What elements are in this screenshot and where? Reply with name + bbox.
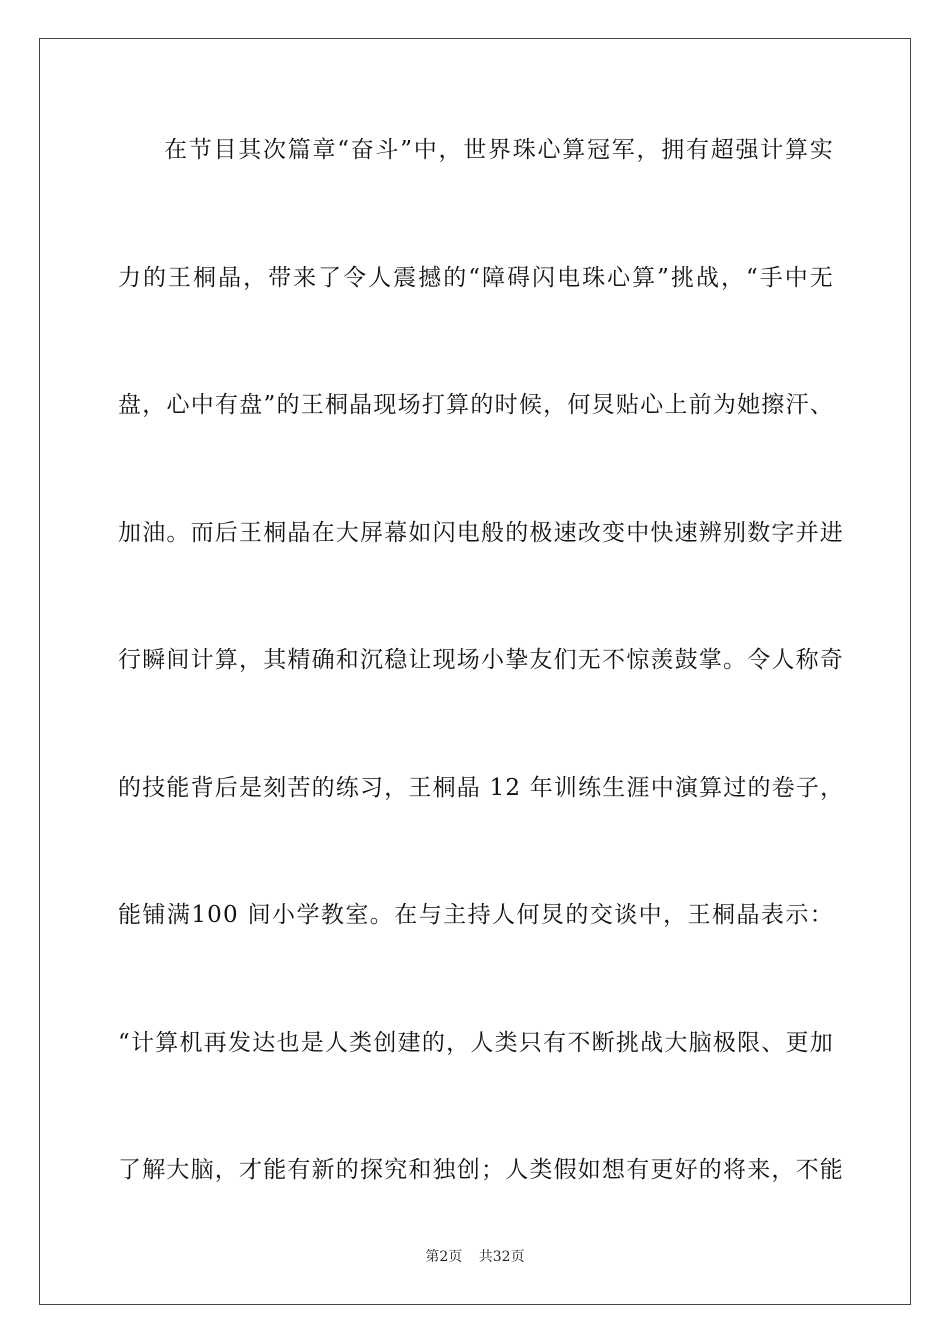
text-line-1: 在节目其次篇章“奋斗”中，世界珠心算冠军，拥有超强计算实 (164, 137, 834, 163)
text-line-4: 加油。而后王桐晶在大屏幕如闪电般的极速改变中快速辨别数字并进 (118, 519, 844, 546)
page-number-total: 共32页 (478, 1249, 525, 1265)
text-line-5: 行瞬间计算，其精确和沉稳让现场小挚友们无不惊羡鼓掌。令人称奇 (118, 647, 844, 673)
text-line-8: “计算机再发达也是人类创建的，人类只有不断挑战大脑极限、更加 (118, 1029, 834, 1056)
text-line-9: 了解大脑，才能有新的探究和独创；人类假如想有更好的将来，不能 (118, 1157, 844, 1183)
text-line-2: 力的王桐晶，带来了令人震撼的“障碍闪电珠心算”挑战，“手中无 (118, 264, 834, 291)
text-line-3: 盘，心中有盘”的王桐晶现场打算的时候，何炅贴心上前为她擦汗、 (118, 392, 834, 418)
text-line-6: 的技能背后是刻苦的练习，王桐晶 12 年训练生涯中演算过的卷子， (118, 774, 845, 801)
body-text (118, 126, 845, 1274)
text-line-7: 能铺满100 间小学教室。在与主持人何炅的交谈中，王桐晶表示： (118, 902, 834, 928)
page-footer (0, 1246, 950, 1266)
page-number-current: 第2页 (425, 1249, 463, 1265)
